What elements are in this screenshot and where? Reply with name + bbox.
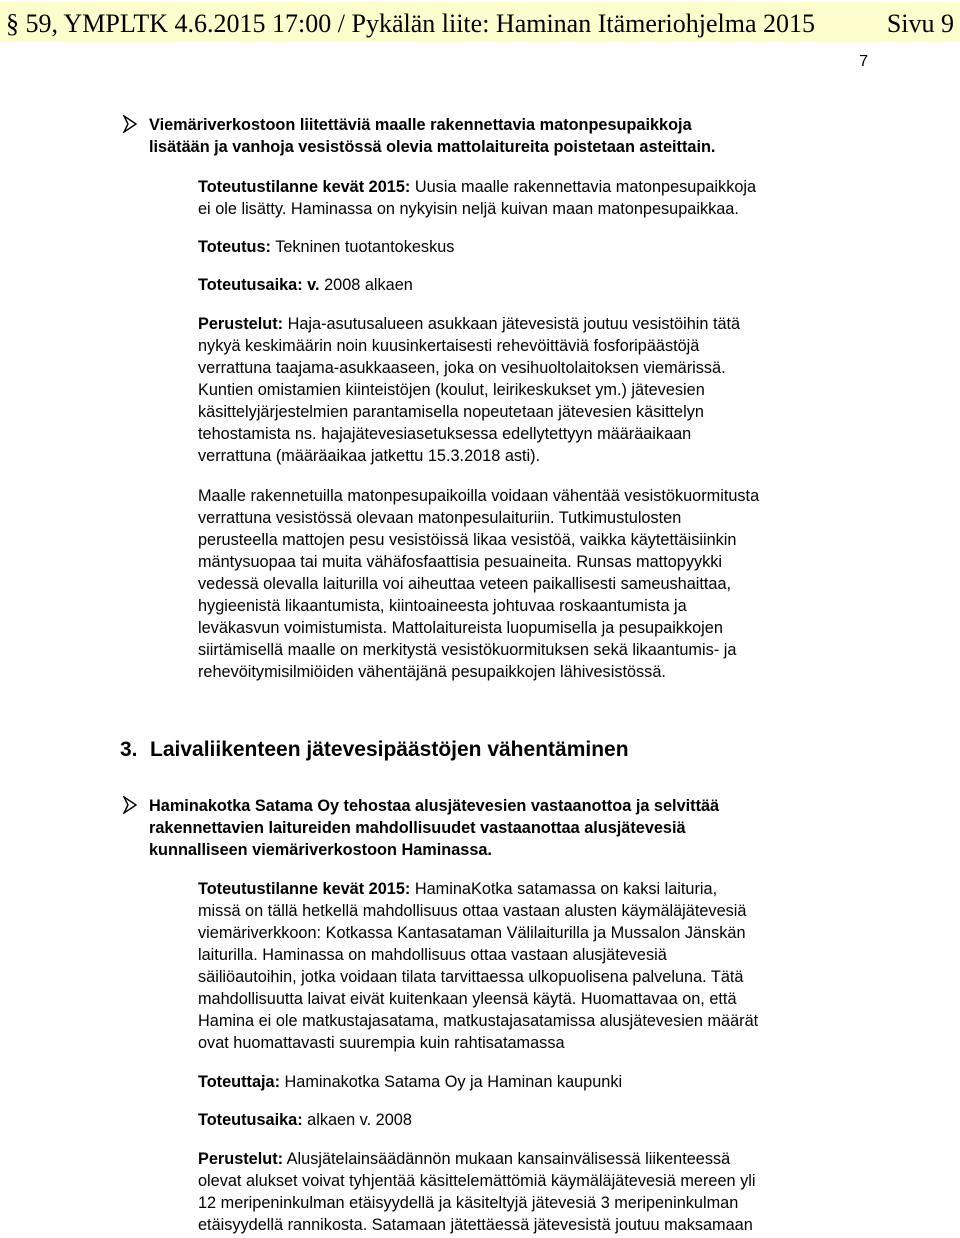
paragraph-line: leväkasvun voimistumista. Mattolaitureista luopumisella ja pesupaikkojen <box>198 619 723 637</box>
reasons-line: verrattuna taajama-asukkaaseen, joka on vesihuoltolaitoksen viemärissä. <box>198 359 726 377</box>
reasons-line: 12 meripeninkulman etäisyydellä ja käsiteltyjä jätevesiä 3 meripeninkulman <box>198 1194 739 1212</box>
status-line: Hamina ei ole matkustajasatama, matkustajasatamissa alusjätevesien määrät <box>198 1012 759 1030</box>
bullet1-reasons <box>198 313 740 467</box>
paragraph-line: siirtämisellä maalle on merkitystä vesistökuormituksen sekä likaantumis- ja <box>198 641 737 659</box>
implementer-label: Toteutus: <box>198 238 271 256</box>
paragraph-line: verrattuna vesistössä olevaan matonpesulaituriin. Tutkimustulosten <box>198 509 682 527</box>
reasons-line: etäisyydellä rannikosta. Satamaan jätettäessä jätevesistä joutuu maksamaan <box>198 1216 753 1234</box>
status-line: ovat huomattavasti suurempia kuin rahtisatamassa <box>198 1034 565 1052</box>
status-line: mahdollisuutta laivat eivät kuitenkaan yleensä käytä. Huomattavaa on, että <box>198 990 737 1008</box>
arrow-bullet-icon <box>122 115 138 133</box>
header-document-reference: § 59, YMPLTK 4.6.2015 17:00 / Pykälän liite: Haminan Itämeriohjelma 2015 <box>6 9 816 38</box>
reasons-line: Alusjätelainsäädännön mukaan kansainvälisessä liikenteessä <box>286 1150 731 1168</box>
bullet1-title-line: lisätään ja vanhoja vesistössä olevia mattolaitureita poistetaan asteittain. <box>149 138 716 156</box>
status-line: laiturilla. Haminassa on mahdollisuus ottaa vastaan alusjätevesiä <box>198 946 667 964</box>
section-title: Laivaliikenteen jätevesipäästöjen vähentäminen <box>150 738 629 761</box>
status-text: HaminaKotka satamassa on kaksi laituria, <box>414 880 718 898</box>
schedule-text: alkaen v. 2008 <box>307 1111 412 1129</box>
paragraph-line: mäntysuopaa tai muita vähäfosfaattisia pesuaineita. Runsas mattopyykki <box>198 553 722 571</box>
bullet2-reasons <box>198 1148 755 1236</box>
header-bar <box>0 2 960 42</box>
bullet1-title <box>149 114 715 158</box>
paragraph-line: Maalle rakennetuilla matonpesupaikoilla voidaan vähentää vesistökuormitusta <box>198 487 760 505</box>
paragraph-line: vedessä olevalla laiturilla voi aiheuttaa veteen paikallisesti sameushaittaa, <box>198 575 732 593</box>
bullet1-implementer <box>198 236 454 258</box>
schedule-v: v. <box>307 276 320 294</box>
section-number: 3. <box>120 738 138 761</box>
actor-text: Haminakotka Satama Oy ja Haminan kaupunki <box>284 1073 623 1091</box>
schedule-label: Toteutusaika: <box>198 1111 303 1129</box>
reasons-line: tehostamista ns. hajajätevesiasetuksessa edellytettyyn määräaikaan <box>198 425 692 443</box>
reasons-line: Kuntien omistamien kiinteistöjen (koulut, leirikeskukset ym.) jätevesien <box>198 381 705 399</box>
reasons-label: Perustelut: <box>198 1150 284 1168</box>
paragraph-line: perusteella mattojen pesu vesistöissä likaa vesistöä, vaikka käytettäisiinkin <box>198 531 737 549</box>
bullet1-paragraph2 <box>198 485 759 683</box>
actor-label: Toteuttaja: <box>198 1073 281 1091</box>
status-line: säiliöautoihin, jotka voidaan tilata tarvittaessa ulkopuolisena palveluna. Tätä <box>198 968 744 986</box>
bullet2-schedule <box>198 1109 412 1131</box>
schedule-label: Toteutusaika: <box>198 276 303 294</box>
implementer-text: Tekninen tuotantokeskus <box>275 238 455 256</box>
reasons-line: Haja-asutusalueen asukkaan jätevesistä joutuu vesistöihin tätä <box>287 315 741 333</box>
schedule-text: 2008 alkaen <box>324 276 413 294</box>
reasons-line: nykyä keskimäärin noin kuusinkertaisesti rehevöittäviä fosforipäästöjä <box>198 337 700 355</box>
page-number: 7 <box>859 53 868 70</box>
bullet2-title-line: Haminakotka Satama Oy tehostaa alusjätevesien vastaanottoa ja selvittää <box>149 797 720 815</box>
reasons-line: verrattuna (määräaikaa jatkettu 15.3.2018 asti). <box>198 447 541 465</box>
reasons-line: olevat alukset voivat tyhjentää käsittelemättömiä käymäläjätevesiä mereen yli <box>198 1172 756 1190</box>
bullet2-title-line: rakennettavien laitureiden mahdollisuudet vastaanottaa alusjätevesiä <box>149 819 686 837</box>
header-page-label: Sivu 9 <box>886 9 954 38</box>
status-label: Toteutustilanne kevät 2015: <box>198 178 411 196</box>
status-label: Toteutustilanne kevät 2015: <box>198 880 411 898</box>
bullet2-status <box>198 878 758 1054</box>
reasons-label: Perustelut: <box>198 315 284 333</box>
status-line: missä on tällä hetkellä mahdollisuus ottaa vastaan alusten käymäläjätevesiä <box>198 902 747 920</box>
status-text: ei ole lisätty. Haminassa on nykyisin neljä kuivan maan matonpesupaikkaa. <box>198 200 739 218</box>
status-line: viemäriverkkoon: Kotkassa Kantasataman Välilaiturilla ja Mussalon Jänskän <box>198 924 746 942</box>
bullet2-title-line: kunnalliseen viemäriverkostoon Haminassa. <box>149 841 492 859</box>
status-text: Uusia maalle rakennettavia matonpesupaikkoja <box>414 178 757 196</box>
paragraph-line: rehevöitymisilmiöiden vähentäjänä pesupaikkojen lähivesistössä. <box>198 663 666 681</box>
paragraph-line: hygieenistä likaantumista, kiintoaineesta johtuvaa roskaantumista ja <box>198 597 687 615</box>
bullet1-status <box>198 176 756 220</box>
reasons-line: käsittelyjärjestelmien parantamisella nopeutetaan jätevesien käsittelyn <box>198 403 704 421</box>
bullet1-title-line: Viemäriverkostoon liitettäviä maalle rakennettavia matonpesupaikkoja <box>149 116 692 134</box>
bullet1-schedule <box>198 274 413 296</box>
arrow-bullet-icon <box>122 796 138 814</box>
bullet2-actor <box>198 1071 622 1093</box>
bullet2-title <box>149 795 719 861</box>
section-heading <box>120 736 629 764</box>
